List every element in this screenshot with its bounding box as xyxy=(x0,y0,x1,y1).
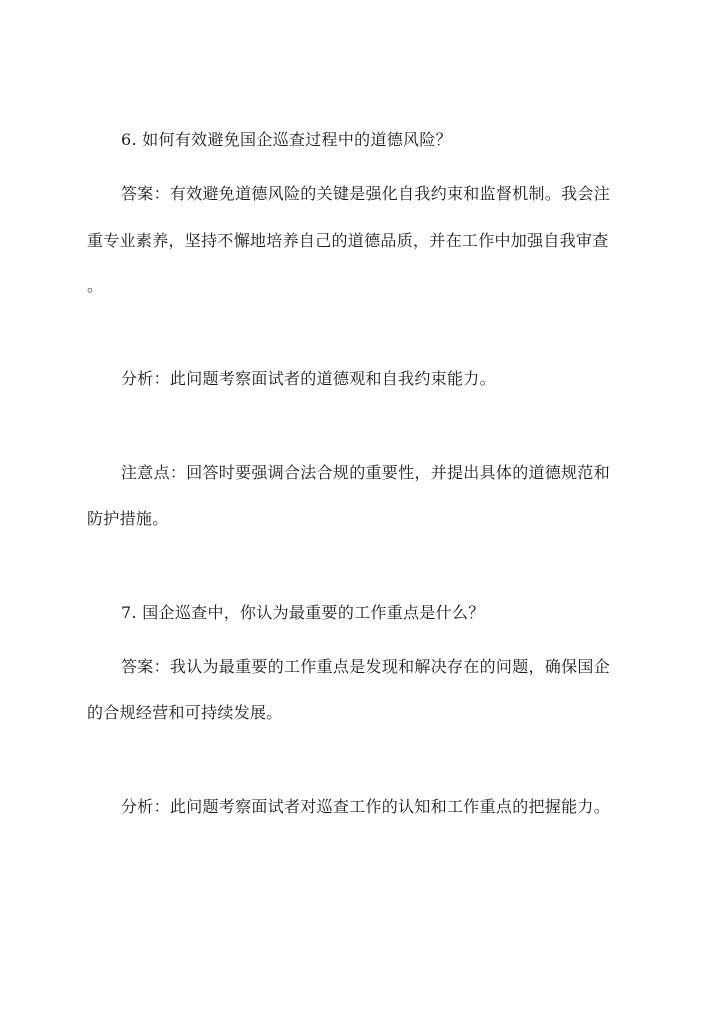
analysis-7: 分析：此问题考察面试者对巡查工作的认知和工作重点的把握能力。 xyxy=(121,797,611,816)
note-6-line-2: 防护措施。 xyxy=(87,509,169,528)
question-6: 6. 如何有效避免国企巡查过程中的道德风险？ xyxy=(121,130,452,149)
note-6-line-1: 注意点：回答时要强调合法合规的重要性，并提出具体的道德规范和 xyxy=(121,463,611,482)
answer-6-line-1: 答案：有效避免道德风险的关键是强化自我约束和监督机制。我会注 xyxy=(121,184,611,203)
answer-7-line-1: 答案：我认为最重要的工作重点是发现和解决存在的问题，确保国企 xyxy=(121,657,611,676)
answer-6-line-3: 。 xyxy=(87,276,104,295)
analysis-6: 分析：此问题考察面试者的道德观和自我约束能力。 xyxy=(121,369,496,388)
answer-6-line-2: 重专业素养，坚持不懈地培养自己的道德品质，并在工作中加强自我审查 xyxy=(87,231,609,250)
question-7: 7. 国企巡查中，你认为最重要的工作重点是什么？ xyxy=(121,603,485,622)
answer-7-line-2: 的合规经营和可持续发展。 xyxy=(87,703,283,722)
